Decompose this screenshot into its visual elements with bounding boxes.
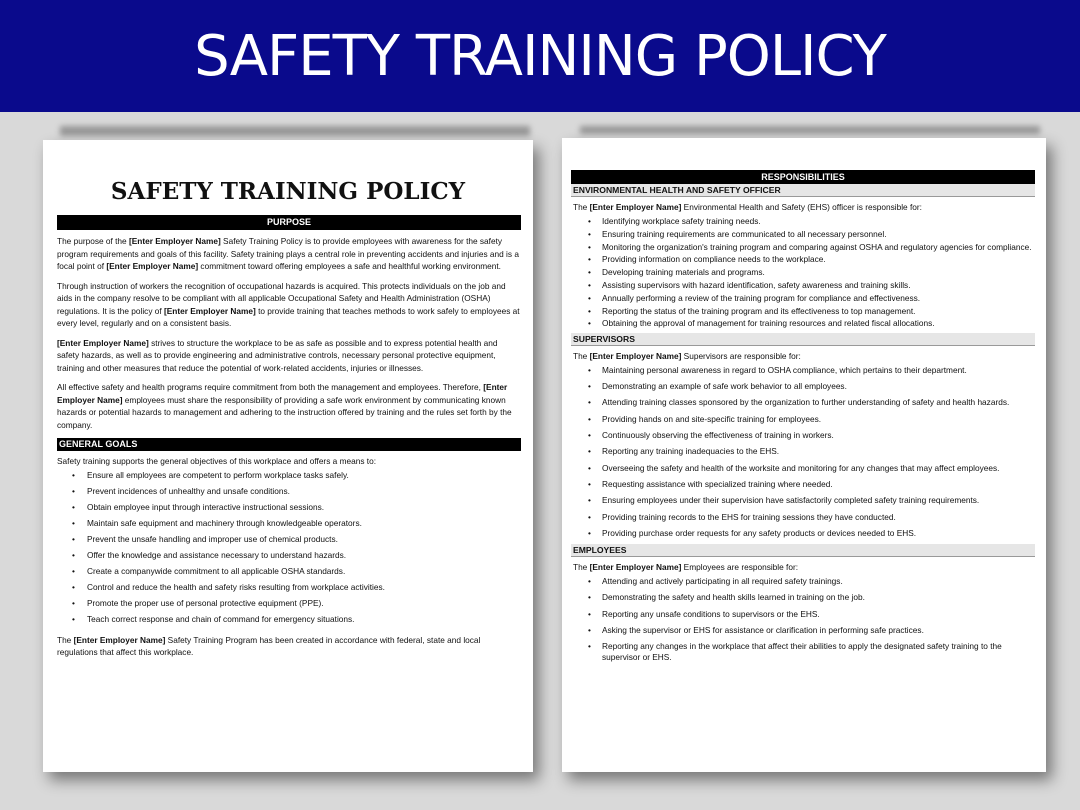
supervisors-heading: SUPERVISORS <box>571 333 1035 346</box>
supervisor-item: • Maintaining personal awareness in regard to OSHA compliance, which pertains to their department. <box>573 365 1035 376</box>
purpose-paragraph <box>57 337 521 375</box>
employee-item: • Reporting any unsafe conditions to supervisors or the EHS. <box>573 609 1035 620</box>
paragraph-text: strives to structure the workplace to be as safe as possible and to express potential health and safety hazards, as well as to provide engineering and administrative controls, necessary personal protective equipment, training and other measures that reduce the potential of work-related accidents, injuries or illnesses. <box>57 337 498 373</box>
document-title: SAFETY TRAINING POLICY <box>110 178 466 205</box>
ehs-item: • Annually performing a review of the training program for compliance and effectiveness. <box>573 293 1035 304</box>
ehs-item: • Assisting supervisors with hazard identification, safety awareness and training skills. <box>573 280 1035 291</box>
employees-heading: EMPLOYEES <box>571 544 1035 557</box>
document-page-right <box>562 138 1046 772</box>
ehs-item: • Developing training materials and programs. <box>573 267 1035 278</box>
supervisor-item: • Demonstrating an example of safe work behavior to all employees. <box>573 381 1035 392</box>
goal-item: • Promote the proper use of personal protective equipment (PPE). <box>57 598 521 608</box>
employee-item: • Attending and actively participating in all required safety trainings. <box>573 576 1035 587</box>
goals-heading: GENERAL GOALS <box>57 438 521 451</box>
paragraph-text: to provide training that teaches methods to work safely to employees at every level, regularly and on a consistent basis. <box>57 305 520 328</box>
goal-item: • Offer the knowledge and assistance necessary to understand hazards. <box>57 550 521 560</box>
supervisors-list <box>573 365 1035 538</box>
paragraph-text: The <box>57 634 74 645</box>
employer-name-placeholder: [Enter Employer Name] <box>73 634 166 645</box>
page-shadow <box>580 126 1040 134</box>
paragraph-text: The <box>573 202 590 212</box>
document-page-left <box>43 140 533 772</box>
goal-item: • Teach correct response and chain of command for emergency situations. <box>57 614 521 624</box>
paragraph-text: Supervisors are responsible for: <box>681 350 801 361</box>
goal-item: • Maintain safe equipment and machinery through knowledgeable operators. <box>57 518 521 528</box>
ehs-intro <box>573 202 1035 213</box>
ehs-item: • Monitoring the organization's training program and comparing against OSHA and regulatory agencies for compliance. <box>573 242 1035 253</box>
employee-item: • Demonstrating the safety and health skills learned in training on the job. <box>573 592 1035 603</box>
goal-item: • Prevent incidences of unhealthy and unsafe conditions. <box>57 486 521 496</box>
paragraph-text: The <box>573 562 590 573</box>
paragraph-text: Through instruction of workers the recognition of occupational hazards is acquired. This protects individuals on the job and aids in the company resolve to be compliant with all applicable Occupational Safety and Health Administration (OSHA) regulations. It is the policy of <box>57 280 506 316</box>
paragraph-text: Employees are responsible for: <box>681 562 799 573</box>
supervisors-intro <box>573 351 1035 362</box>
supervisor-item: • Providing training records to the EHS for training sessions they have conducted. <box>573 512 1035 523</box>
goals-list <box>57 470 521 624</box>
employee-item: • Reporting any changes in the workplace that affect their abilities to apply the designated safety training to the supervisor or EHS. <box>573 641 1035 662</box>
goals-intro: Safety training supports the general objectives of this workplace and offers a means to: <box>57 456 376 466</box>
paragraph-text: All effective safety and health programs require commitment from both the management and employees. Therefore, <box>57 382 484 392</box>
page-shadow <box>60 126 530 136</box>
employees-intro <box>573 562 1035 573</box>
banner <box>0 0 1080 112</box>
supervisor-item: • Providing purchase order requests for any safety products or devices needed to EHS. <box>573 528 1035 539</box>
supervisor-item: • Ensuring employees under their supervision have satisfactorily completed safety training requirements. <box>573 495 1035 506</box>
ehs-item: • Obtaining the approval of management for training resources and related fiscal allocations. <box>573 318 1035 329</box>
purpose-heading: PURPOSE <box>57 215 521 230</box>
goal-item: • Create a companywide commitment to all applicable OSHA standards. <box>57 566 521 576</box>
goal-item: • Prevent the unsafe handling and improper use of chemical products. <box>57 534 521 544</box>
ehs-heading: ENVIRONMENTAL HEALTH AND SAFETY OFFICER <box>571 184 1035 197</box>
ehs-list <box>573 216 1035 329</box>
employer-name-placeholder: [Enter Employer Name] <box>106 261 199 271</box>
responsibilities-heading: RESPONSIBILITIES <box>571 170 1035 184</box>
supervisor-item: • Providing hands on and site-specific training for employees. <box>573 414 1035 425</box>
ehs-item: • Identifying workplace safety training needs. <box>573 216 1035 227</box>
paragraph-text: Safety Training Program has been created in accordance with federal, state and local regulations that affect this workplace. <box>57 634 481 657</box>
paragraph-text: The purpose of the <box>57 236 129 246</box>
employee-item: • Asking the supervisor or EHS for assistance or clarification in performing safe practices. <box>573 625 1035 636</box>
employer-name-placeholder: [Enter Employer Name] <box>57 382 508 405</box>
employer-name-placeholder: [Enter Employer Name] <box>164 305 256 316</box>
ehs-item: • Reporting the status of the training program and its effectiveness to top management. <box>573 306 1035 317</box>
supervisor-item: • Overseeing the safety and health of the worksite and monitoring for any changes that may affect employees. <box>573 463 1035 474</box>
paragraph-text: employees must share the responsibility of providing a safe work environment by communicating known hazards or potential hazards to management and adhering to the instruction offered by training and the rules set forth by the company. <box>57 394 512 430</box>
purpose-paragraph <box>57 235 521 273</box>
paragraph-text: commitment toward offering employees a safe and healthful working environment. <box>198 261 501 271</box>
employer-name-placeholder: [Enter Employer Name] <box>57 337 149 348</box>
employer-name-placeholder: [Enter Employer Name] <box>128 236 221 246</box>
goal-item: • Ensure all employees are competent to perform workplace tasks safely. <box>57 470 521 480</box>
supervisor-item: • Requesting assistance with specialized training where needed. <box>573 479 1035 490</box>
purpose-paragraph <box>57 381 521 431</box>
employees-list <box>573 576 1035 662</box>
banner-title: SAFETY TRAINING POLICY <box>194 23 886 89</box>
closing-paragraph <box>57 634 521 659</box>
paragraph-text: The <box>573 350 590 361</box>
employer-name-placeholder: [Enter Employer Name] <box>589 562 682 573</box>
employer-name-placeholder: [Enter Employer Name] <box>589 350 682 361</box>
goal-item: • Obtain employee input through interactive instructional sessions. <box>57 502 521 512</box>
purpose-paragraph <box>57 280 521 330</box>
goal-item: • Control and reduce the health and safety risks resulting from workplace activities. <box>57 582 521 592</box>
supervisor-item: • Reporting any training inadequacies to the EHS. <box>573 446 1035 457</box>
purpose-section <box>43 235 533 431</box>
employer-name-placeholder: [Enter Employer Name] <box>589 202 682 212</box>
ehs-item: • Providing information on compliance needs to the workplace. <box>573 254 1035 265</box>
ehs-item: • Ensuring training requirements are communicated to all necessary personnel. <box>573 229 1035 240</box>
supervisor-item: • Continuously observing the effectiveness of training in workers. <box>573 430 1035 441</box>
paragraph-text: Safety Training Policy is to provide employees with awareness for the safety program requirements and goals of this facility. Safety training plays a central role in preventing accidents and injuries and is a focal point of <box>57 236 519 271</box>
supervisor-item: • Attending training classes sponsored by the organization to further understanding of safety and health hazards. <box>573 397 1035 408</box>
paragraph-text: Environmental Health and Safety (EHS) officer is responsible for: <box>681 202 922 212</box>
